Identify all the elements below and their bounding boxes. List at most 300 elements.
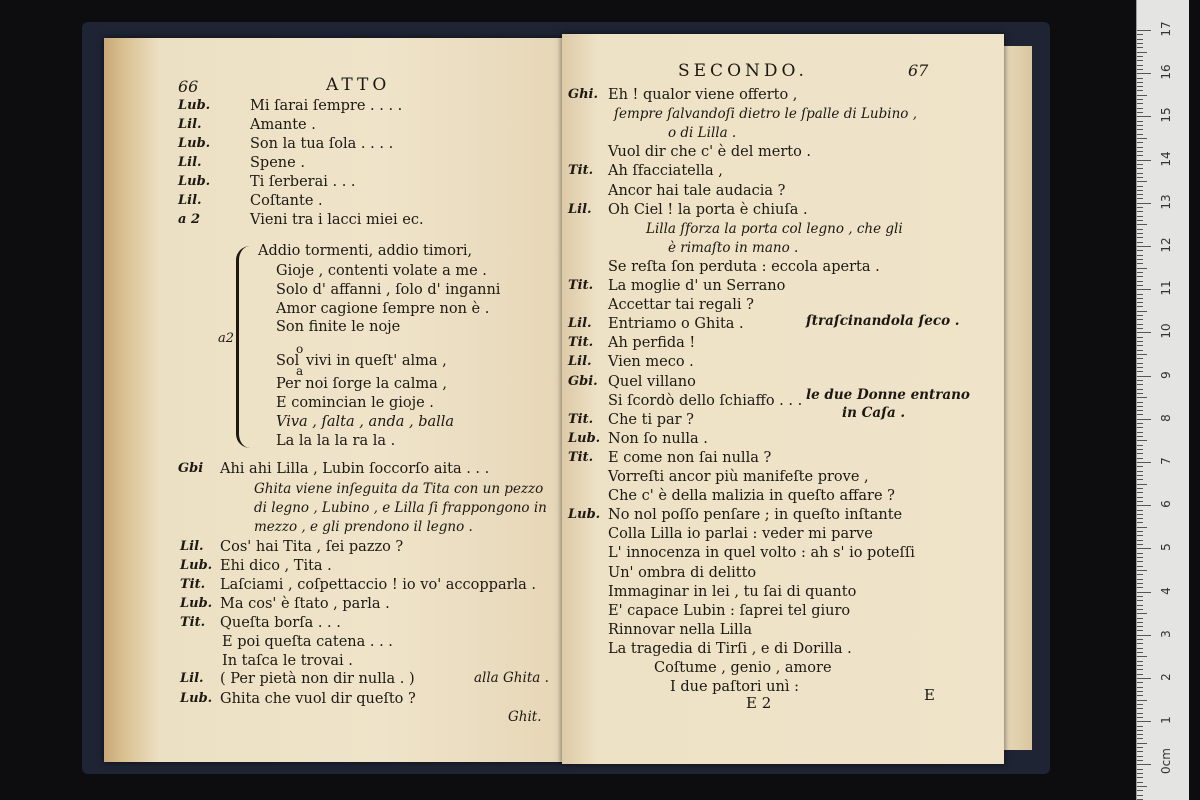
speaker-label: Lil. [568,354,592,369]
dialogue-line: Se reſta ſon perduta : eccola aperta . [608,259,880,275]
ruler-tick [1137,302,1143,303]
dialogue-line: No nol poſſo penſare ; in queſto inſtante [608,507,903,523]
ruler-tick [1137,600,1143,601]
speaker-label: Ghi. [568,87,599,102]
ruler-tick [1137,198,1143,199]
dialogue-line: In taſca le trovai . [222,653,353,669]
ruler-tick [1137,678,1151,679]
ruler-tick [1137,635,1151,636]
ruler-tick [1137,186,1143,187]
ruler-tick [1137,626,1143,627]
ruler-tick [1137,587,1143,588]
ruler-tick [1137,777,1143,778]
ruler-tick [1137,73,1151,74]
speaker-label: Lub. [180,596,213,611]
ruler-label: 10 [1159,323,1173,340]
ruler-tick [1137,479,1143,480]
ruler-tick [1137,721,1151,722]
ruler-tick [1137,389,1143,390]
ruler-tick [1137,224,1147,225]
ruler-tick [1137,561,1143,562]
ruler-tick [1137,695,1143,696]
ruler-tick [1137,315,1143,316]
speaker-label: Lub. [178,174,211,189]
speaker-label: Lub. [568,507,601,522]
dialogue-line: Ehi dico , Tita . [220,558,332,574]
ruler-tick [1137,78,1143,79]
ruler-tick [1137,769,1143,770]
ruler-tick [1137,259,1143,260]
ruler-tick [1137,289,1151,290]
ruler-tick [1137,155,1143,156]
dialogue-line: La tragedia di Tirſi , e di Dorilla . [608,641,852,657]
ruler-tick [1137,756,1143,757]
ruler-tick [1137,488,1143,489]
ruler-tick [1137,363,1143,364]
ruler-tick [1137,138,1147,139]
dialogue-line: Entriamo o Ghita . [608,316,744,332]
ruler-tick [1137,376,1151,377]
ruler-tick [1137,125,1143,126]
ruler-tick [1137,570,1147,571]
ruler-label: 4 [1159,586,1173,595]
duet-brace [236,246,257,448]
ruler-tick [1137,173,1143,174]
speaker-label: Tit. [180,615,206,630]
ruler-tick [1137,760,1143,761]
dialogue-line: La moglie d' un Serrano [608,278,786,294]
ruler-tick [1137,795,1143,796]
dialogue-line: Coſtante . [250,193,323,209]
ruler-tick [1137,56,1143,57]
speaker-label: Tit. [180,577,206,592]
ruler-tick [1137,402,1143,403]
ruler-tick [1137,531,1143,532]
ruler-tick [1137,596,1143,597]
ruler-tick [1137,220,1143,221]
ruler-tick [1137,142,1143,143]
ruler-tick [1137,497,1143,498]
ruler-tick [1137,151,1143,152]
ruler-tick [1137,548,1151,549]
ruler-tick [1137,367,1143,368]
dialogue-line: E poi queſta catena . . . [222,634,393,650]
speaker-label: Lub. [180,558,213,573]
ruler-tick [1137,544,1143,545]
ruler-tick [1137,687,1143,688]
ruler-label: 8 [1159,413,1173,422]
ruler-tick [1137,406,1143,407]
ruler-tick [1137,34,1143,35]
dialogue-line: Che c' è della malizia in queſto affare ? [608,488,895,504]
duet-line: Son finite le noje [276,319,401,335]
ruler-tick [1137,414,1143,415]
dialogue-line: Colla Lilla io parlai : veder mi parve [608,526,873,542]
ruler-tick [1137,237,1143,238]
ruler-tick [1137,743,1147,744]
ruler-tick [1137,294,1143,295]
dialogue-line: Ghita che vuol dir queſto ? [220,691,416,707]
ruler-label: 13 [1159,194,1173,210]
ruler-tick [1137,471,1143,472]
ruler-tick [1137,328,1143,329]
ruler-label: 6 [1159,500,1173,509]
ruler-tick [1137,484,1147,485]
dialogue-line: Rinnovar nella Lilla [608,622,752,638]
ruler-tick [1137,708,1143,709]
ruler-tick [1137,190,1143,191]
dialogue-line: Son la tua ſola . . . . [250,136,394,152]
dialogue-line: ſempre ſalvandoſi dietro le ſpalle di Lubino , [614,106,917,122]
dialogue-line: I due paſtori unì : [670,679,799,695]
ruler-tick [1137,726,1143,727]
dialogue-line: Vien meco . [608,354,694,370]
ruler-tick [1137,566,1143,567]
page-stack-edge [1000,46,1032,750]
ruler-tick [1137,276,1143,277]
dialogue-line: E come non ſai nulla ? [608,450,772,466]
ruler-tick [1137,458,1143,459]
ruler-tick [1137,285,1143,286]
aside-alla-ghita: alla Ghita . [474,670,549,686]
duet-line: Gioje , contenti volate a me . [276,263,487,279]
dialogue-line: Ahi ahi Lilla , Lubin ſoccorſo aita . . . [220,461,490,477]
ruler-tick [1137,341,1143,342]
ruler-tick [1137,583,1143,584]
ruler-tick [1137,229,1143,230]
ruler-tick [1137,324,1143,325]
ruler-tick [1137,661,1143,662]
dialogue-line: Amante . [250,117,316,133]
stage-direction-line: mezzo , e gli prendono il legno . [254,519,473,535]
ruler-tick [1137,60,1143,61]
ruler-tick [1137,332,1151,333]
ruler-tick [1137,630,1143,631]
ruler-tick [1137,263,1143,264]
ruler-tick [1137,281,1143,282]
ruler-tick [1137,643,1143,644]
ruler-tick [1137,622,1143,623]
duet-line: Per noi ſorge la calma , [276,376,447,392]
ruler-tick [1137,306,1143,307]
ruler-tick [1137,82,1143,83]
dialogue-line: Mi ſarai ſempre . . . . [250,98,403,114]
left-catchword: Ghit. [508,709,542,725]
ruler-tick [1137,69,1143,70]
ruler-tick [1137,43,1143,44]
ruler-tick [1137,527,1147,528]
speaker-label: Lil. [568,202,592,217]
ruler-tick [1137,268,1147,269]
ruler-tick [1137,345,1143,346]
ruler-tick [1137,790,1143,791]
ruler-tick [1137,734,1143,735]
ruler-tick [1137,453,1143,454]
speaker-label: Lil. [178,155,202,170]
ruler-tick [1137,233,1143,234]
ruler-tick [1137,669,1143,670]
ruler-tick [1137,194,1143,195]
dialogue-line: Oh Ciel ! la porta è chiuſa . [608,202,808,218]
ruler-tick [1137,103,1143,104]
ruler-tick [1137,121,1143,122]
ruler-tick [1137,704,1143,705]
ruler-tick [1137,674,1143,675]
ruler-tick [1137,255,1143,256]
ruler-tick [1137,65,1143,66]
ruler-tick [1137,609,1143,610]
ruler-tick [1137,505,1151,506]
ruler-tick [1137,475,1143,476]
ruler-tick [1137,216,1143,217]
ruler-tick [1137,246,1151,247]
speaker-label: Lub. [568,431,601,446]
ruler-tick [1137,557,1143,558]
stage-direction-line: Ghita viene inſeguita da Tita con un pezzo [254,481,544,497]
speaker-label: Tit. [568,412,594,427]
ruler-tick [1137,639,1143,640]
duet-sol-sub: a [296,364,304,378]
ruler-tick [1137,730,1143,731]
duet-line: Solo d' affanni , ſolo d' inganni [276,282,501,298]
dialogue-line: Si ſcordò dello ſchiaffo . . . [608,393,803,409]
signature-mark: E 2 [746,694,772,712]
ruler-tick [1137,510,1143,511]
ruler-tick [1137,665,1143,666]
dialogue-line: Spene . [250,155,305,171]
speaker-label: Lub. [178,136,211,151]
ruler-tick [1137,358,1143,359]
ruler-tick [1137,203,1151,204]
ruler-tick [1137,371,1143,372]
ruler-tick [1137,129,1143,130]
ruler-tick [1137,462,1151,463]
dialogue-line: Ancor hai tale audacia ? [608,183,786,199]
speaker-label: Lub. [178,98,211,113]
ruler-tick [1137,207,1143,208]
ruler-tick [1137,423,1143,424]
speaker-label: Gbi [178,461,204,476]
dialogue-line: Queſta borſa . . . [220,615,341,631]
ruler-tick [1137,738,1143,739]
ruler-tick [1137,164,1143,165]
ruler-tick [1137,501,1143,502]
ruler-tick [1137,717,1143,718]
ruler-tick [1137,177,1143,178]
speaker-label: Gbi. [568,374,598,389]
dialogue-line: Eh ! qualor viene offerto , [608,87,798,103]
duet-line: vivi in queſt' alma , [306,353,447,369]
duet-sol-sup: o [296,342,304,356]
ruler-tick [1137,751,1143,752]
ruler-tick [1137,108,1143,109]
dialogue-line: Coſtume , genio , amore [654,660,832,676]
dialogue-line: E' capace Lubin : ſaprei tel giuro [608,603,851,619]
dialogue-line: è rimaſto in mano . [668,240,799,256]
ruler-tick [1137,618,1143,619]
ruler-tick [1137,535,1143,536]
ruler-tick [1137,319,1143,320]
speaker-label: a 2 [178,212,200,227]
ruler-tick [1137,90,1143,91]
speaker-label: Lub. [180,691,213,706]
speaker-label: Tit. [568,450,594,465]
ruler-tick [1137,466,1143,467]
ruler-tick [1137,613,1147,614]
speaker-label: Lil. [178,193,202,208]
ruler-tick [1137,592,1151,593]
ruler-tick [1137,540,1143,541]
ruler-tick [1137,682,1143,683]
ruler-tick [1137,574,1143,575]
dialogue-line: Un' ombra di delitto [608,565,757,581]
duet-marker: a2 [218,331,235,346]
ruler-tick [1137,47,1143,48]
ruler-label: 0cm [1159,748,1173,775]
ruler-tick [1137,116,1151,117]
ruler-tick [1137,39,1143,40]
ruler-tick [1137,134,1143,135]
dialogue-line: ( Per pietà non dir nulla . ) [220,671,415,687]
ruler-tick [1137,445,1143,446]
ruler-label: 11 [1159,280,1173,296]
dialogue-line: Non ſo nulla . [608,431,708,447]
ruler-label: 2 [1159,673,1173,681]
ruler-label: 9 [1159,370,1173,379]
left-page-number: 66 [178,77,199,96]
ruler-tick [1137,99,1143,100]
ruler-tick [1137,449,1143,450]
dialogue-line: Ma cos' è ſtato , parla . [220,596,390,612]
ruler-label: 5 [1159,543,1173,552]
ruler-tick [1137,652,1143,653]
ruler-tick [1137,337,1143,338]
ruler-tick [1137,380,1143,381]
ruler-tick [1137,112,1143,113]
left-running-head: ATTO [326,75,391,95]
ruler-tick [1137,30,1151,31]
dialogue-line: Ah perfida ! [608,335,696,351]
ruler-tick [1137,786,1147,787]
measuring-ruler [1136,0,1189,800]
ruler-tick [1137,747,1143,748]
dialogue-line: Accettar tai regali ? [608,297,754,313]
ruler-label: 14 [1159,150,1173,167]
ruler-tick [1137,298,1143,299]
aside-strascinandola: ſtraſcinandola ſeco . [806,313,960,329]
ruler-tick [1137,272,1143,273]
ruler-tick [1137,52,1147,53]
ruler-tick [1137,350,1143,351]
speaker-label: Lil. [568,316,592,331]
ruler-tick [1137,713,1143,714]
ruler-label: 15 [1159,107,1173,124]
ruler-tick [1137,518,1143,519]
dialogue-line: Ah ſfacciatella , [608,163,723,179]
ruler-tick [1137,432,1143,433]
ruler-tick [1137,514,1143,515]
ruler-tick [1137,160,1151,161]
dialogue-line: Immaginar in lei , tu ſai di quanto [608,584,857,600]
ruler-tick [1137,242,1143,243]
ruler-tick [1137,181,1147,182]
ruler-tick [1137,410,1143,411]
speaker-label: Lil. [180,539,204,554]
ruler-tick [1137,782,1143,783]
dialogue-line: Laſciami , coſpettaccio ! io vo' accopparla . [220,577,537,593]
ruler-tick [1137,773,1143,774]
duet-line: La la la la ra la . [276,433,396,449]
ruler-tick [1137,492,1143,493]
ruler-label: 7 [1159,457,1173,465]
ruler-tick [1137,579,1143,580]
ruler-tick [1137,168,1143,169]
stage-direction-line: di legno , Lubino , e Lilla ſi frappongono in [254,500,547,516]
ruler-tick [1137,522,1143,523]
dialogue-line: Vuol dir che c' è del merto . [608,144,812,160]
ruler-tick [1137,311,1147,312]
dialogue-line: Vorreſti ancor più manifeſte prove , [608,469,869,485]
speaker-label: Tit. [568,163,594,178]
ruler-tick [1137,384,1143,385]
duet-sol-prefix: Sol [276,353,300,369]
dialogue-line: Ti ſerberai . . . [250,174,356,190]
ruler-label: 16 [1159,64,1173,80]
ruler-tick [1137,393,1143,394]
ruler-tick [1137,553,1143,554]
duet-line: Viva , ſalta , anda , balla [276,414,455,430]
ruler-tick [1137,95,1147,96]
dialogue-line: Lilla ſforza la porta col legno , che gli [646,221,903,237]
ruler-tick [1137,147,1143,148]
ruler-tick [1137,764,1151,765]
ruler-tick [1137,691,1143,692]
duet-line: Amor cagione ſempre non è . [276,301,490,317]
ruler-tick [1137,648,1143,649]
ruler-label: 12 [1159,237,1173,253]
ruler-tick [1137,354,1147,355]
ruler-tick [1137,427,1143,428]
ruler-tick [1137,397,1147,398]
right-page-number: 67 [908,61,929,80]
duet-line: E comincian le gioje . [276,395,434,411]
ruler-tick [1137,419,1151,420]
ruler-tick [1137,700,1147,701]
aside-donne-entrano-1: le due Donne entrano [806,387,970,403]
right-catchword: E [924,686,935,704]
ruler-tick [1137,211,1143,212]
dialogue-line: Quel villano [608,374,696,390]
speaker-label: Lil. [180,671,204,686]
dialogue-line: o di Lilla . [668,125,737,141]
right-running-head: SECONDO. [678,61,808,81]
ruler-tick [1137,605,1143,606]
dialogue-line: L' innocenza in quel volto : ah s' io poteſſi [608,545,915,561]
speaker-label: Tit. [568,335,594,350]
duet-line: Addio tormenti, addio timori, [258,243,473,259]
ruler-tick [1137,436,1143,437]
dialogue-line: Che ti par ? [608,412,694,428]
ruler-label: 1 [1159,716,1173,725]
ruler-label: 3 [1159,629,1173,638]
dialogue-line: Cos' hai Tita , ſei pazzo ? [220,539,404,555]
ruler-tick [1137,440,1147,441]
ruler-tick [1137,86,1143,87]
ruler-tick [1137,250,1143,251]
speaker-label: Lil. [178,117,202,132]
ruler-tick [1137,656,1147,657]
ruler-label: 17 [1159,21,1173,37]
